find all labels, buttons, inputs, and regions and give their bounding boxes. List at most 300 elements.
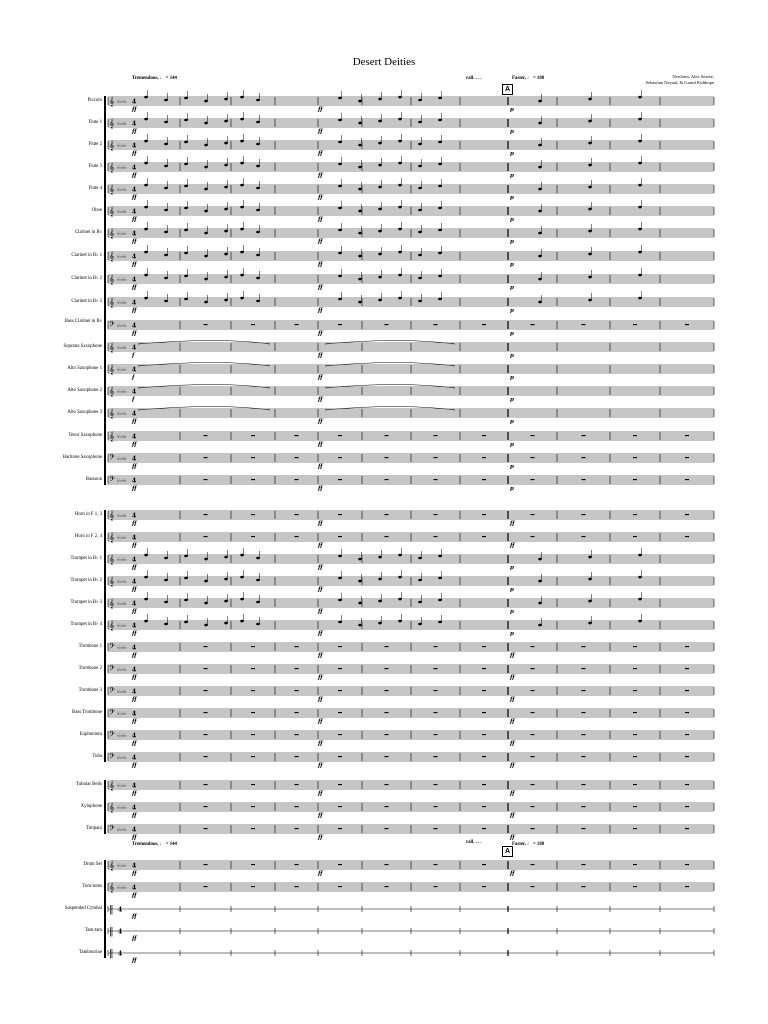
note-head (240, 206, 244, 209)
rest-mark (385, 668, 389, 669)
rest-mark (685, 712, 689, 713)
rest-mark (385, 435, 389, 436)
time-signature: 4 (132, 782, 137, 790)
dynamic-ff: ff (318, 397, 323, 403)
rest-mark (338, 784, 342, 785)
rest-mark (434, 864, 438, 865)
instrument-label: Horn in F 1, 3 (74, 512, 102, 517)
staff (108, 363, 714, 382)
rest-mark (295, 514, 299, 515)
clef-glyph: 𝄢 (109, 321, 115, 331)
note-head (164, 121, 168, 124)
note-head (358, 210, 362, 213)
rest-mark (385, 784, 389, 785)
instrument-label: Tam-tam (84, 928, 102, 933)
dynamic-p: p (510, 631, 514, 637)
note-head (184, 621, 188, 624)
note-head (538, 558, 542, 561)
note-head (438, 252, 442, 255)
note-head (240, 162, 244, 165)
rest-mark (582, 457, 586, 458)
note-head (538, 122, 542, 125)
note-head (164, 300, 168, 303)
note-head (338, 141, 342, 144)
rest-mark (582, 828, 586, 829)
instrument-label: Tuba (92, 754, 102, 759)
clef-glyph: 𝄞 (109, 387, 115, 397)
staff (108, 592, 714, 615)
rest-mark (251, 479, 255, 480)
dynamic-ff: ff (132, 486, 137, 492)
note-head (164, 165, 168, 168)
clef-glyph: 𝄢 (109, 731, 115, 741)
note-head (418, 187, 422, 190)
note-head (358, 188, 362, 191)
rest-mark (685, 536, 689, 537)
rest-mark (482, 479, 486, 480)
note-head (398, 206, 402, 209)
rest-mark (251, 784, 255, 785)
time-signature: 4 (132, 556, 137, 564)
rest-mark (685, 864, 689, 865)
rest-mark (338, 712, 342, 713)
rest-mark (204, 646, 208, 647)
note-head (358, 301, 362, 304)
key-signature: ♭♭♭♭ (117, 254, 127, 260)
rest-mark (251, 536, 255, 537)
dynamic-ff: ff (318, 217, 323, 223)
rest-mark (385, 864, 389, 865)
rall-mark: rall. . . . (466, 76, 482, 81)
rest-mark (385, 536, 389, 537)
instrument-label: Clarinet in B♭ 3 (71, 299, 102, 304)
note-head (184, 599, 188, 602)
dynamic-ff: ff (132, 195, 137, 201)
clef-glyph: 𝄞 (109, 298, 115, 308)
dynamic-ff: ff (132, 285, 137, 291)
rest-mark (633, 864, 637, 865)
rest-mark (633, 536, 637, 537)
dynamic-p: p (510, 486, 514, 492)
rest-mark (582, 784, 586, 785)
note-head (164, 623, 168, 626)
instrument-label: Clarinet in B♭ 2 (71, 276, 102, 281)
clef-glyph: 𝄢 (109, 476, 115, 486)
note-head (378, 186, 382, 189)
key-signature: ♭♭♭♭ (117, 345, 127, 351)
note-head (144, 274, 148, 277)
key-signature: ♭♭♭♭ (117, 99, 127, 105)
dynamic-ff: ff (132, 217, 137, 223)
dynamic-ff: ff (318, 173, 323, 179)
dynamic-ff: ff (132, 675, 137, 681)
time-signature: 4 (132, 578, 137, 586)
staff (108, 802, 714, 819)
dynamic-ff: ff (132, 609, 137, 615)
note-head (184, 207, 188, 210)
rest-mark (685, 806, 689, 807)
staff (108, 708, 714, 725)
instrument-label: Trumpet in B♭ 3 (70, 600, 102, 605)
rest-mark (482, 886, 486, 887)
rest-mark (531, 806, 535, 807)
dynamic-ff: ff (318, 763, 323, 769)
rest-mark (251, 324, 255, 325)
rest-mark (385, 324, 389, 325)
note-head (164, 601, 168, 604)
dynamic-ff: ff (318, 308, 323, 314)
key-signature: ♭♭♭♭ (117, 885, 127, 891)
dynamic-p: p (510, 107, 514, 113)
note-head (240, 140, 244, 143)
rest-mark (685, 435, 689, 436)
clef-glyph: 𝄞 (109, 163, 115, 173)
note-head (438, 298, 442, 301)
instrument-label: Xylophone (80, 804, 102, 809)
note-head (588, 556, 592, 559)
staff (108, 178, 714, 201)
dynamic-ff: ff (132, 653, 137, 659)
note-head (538, 210, 542, 213)
note-head (184, 163, 188, 166)
rest-mark (204, 712, 208, 713)
instrument-label: Bass Clarinet in B♭ (64, 319, 102, 324)
note-head (204, 580, 208, 583)
instrument-label: Flute 3 (88, 164, 102, 169)
key-signature: ♭♭♭♭ (117, 367, 127, 373)
dynamic-ff: ff (132, 763, 137, 769)
note-head (398, 96, 402, 99)
note-head (224, 164, 228, 167)
note-head (224, 600, 228, 603)
note-head (240, 251, 244, 254)
tempo-mark-opening: Tremendous, ♩ = 144 (132, 76, 177, 81)
key-signature: ♭♭♭♭ (117, 579, 127, 585)
note-head (398, 620, 402, 623)
clef-glyph: 𝄞 (109, 555, 115, 565)
key-signature: ♭♭♭♭ (117, 805, 127, 811)
clef-glyph: 𝄞 (109, 781, 115, 791)
rest-mark (295, 435, 299, 436)
credits-line-1: NeoJonn, Alex Searse, (672, 74, 714, 79)
rest-mark (338, 479, 342, 480)
clef-glyph: 𝄢 (109, 709, 115, 719)
note-head (398, 297, 402, 300)
rest-mark (295, 668, 299, 669)
instrument-label: Horn in F 2, 4 (74, 534, 102, 539)
note-head (184, 97, 188, 100)
instrument-label: Clarinet in B♭ (74, 230, 102, 235)
note-head (144, 576, 148, 579)
rest-mark (204, 668, 208, 669)
note-head (638, 274, 642, 277)
note-head (418, 254, 422, 257)
time-signature: 4 (132, 276, 137, 284)
note-head (164, 277, 168, 280)
note-head (358, 580, 362, 583)
staff (108, 385, 714, 404)
staff (108, 548, 714, 571)
note-head (378, 98, 382, 101)
staff (108, 431, 714, 448)
rest-mark (434, 324, 438, 325)
note-head (378, 208, 382, 211)
note-head (638, 118, 642, 121)
rest-mark (685, 828, 689, 829)
rest-mark (482, 514, 486, 515)
note-head (538, 624, 542, 627)
note-head (588, 578, 592, 581)
key-signature: ♭♭♭♭ (117, 557, 127, 563)
rest-mark (338, 828, 342, 829)
rest-mark (531, 756, 535, 757)
rest-mark (204, 435, 208, 436)
note-head (144, 251, 148, 254)
dynamic-ff: ff (318, 129, 323, 135)
dynamic-p: ff (510, 763, 515, 769)
instrument-label: Flute 1 (88, 120, 102, 125)
key-signature: ♭♭♭♭ (117, 827, 127, 833)
rest-mark (582, 712, 586, 713)
rest-mark (295, 690, 299, 691)
note-head (338, 119, 342, 122)
note-head (204, 255, 208, 258)
note-head (378, 578, 382, 581)
clef-glyph: 𝄢 (109, 753, 115, 763)
rest-mark (295, 828, 299, 829)
instrument-label: Flute 2 (88, 142, 102, 147)
note-head (224, 230, 228, 233)
rest-mark (531, 435, 535, 436)
rest-mark (482, 536, 486, 537)
rest-mark (482, 756, 486, 757)
instrument-label: Trumpet in B♭ 1 (70, 556, 102, 561)
note-head (538, 602, 542, 605)
clef-glyph: 𝄞 (109, 343, 115, 353)
rest-mark (251, 734, 255, 735)
dynamic-ff: ff (132, 631, 137, 637)
rest-mark (385, 646, 389, 647)
dynamic-ff: ff (132, 151, 137, 157)
clef-glyph: ‖ (109, 949, 114, 959)
time-signature: 4 (132, 826, 137, 834)
rest-mark (434, 668, 438, 669)
time-signature: 4 (132, 804, 137, 812)
note-head (164, 99, 168, 102)
rest-mark (385, 712, 389, 713)
dynamic-p: p (510, 173, 514, 179)
key-signature: ♭♭♭♭ (117, 667, 127, 673)
staff (108, 532, 714, 549)
note-head (398, 598, 402, 601)
time-signature: 4 (132, 534, 137, 542)
note-head (224, 98, 228, 101)
credits-line-2: Sebastian Nayaal, & Grand Kidthope (645, 80, 714, 85)
rest-mark (295, 536, 299, 537)
rest-mark (685, 886, 689, 887)
note-head (538, 166, 542, 169)
staff (108, 320, 714, 337)
rest-mark (685, 479, 689, 480)
note-head (224, 622, 228, 625)
note-head (184, 185, 188, 188)
rest-mark (582, 435, 586, 436)
dynamic-ff: f (132, 397, 135, 403)
note-head (588, 120, 592, 123)
time-signature: 4 (132, 622, 137, 630)
clef-glyph: 𝄞 (109, 207, 115, 217)
rest-mark (582, 734, 586, 735)
rest-mark (295, 479, 299, 480)
note-head (240, 554, 244, 557)
note-head (204, 144, 208, 147)
note-head (358, 255, 362, 258)
rest-mark (633, 886, 637, 887)
rest-mark (251, 864, 255, 865)
note-head (538, 580, 542, 583)
note-head (204, 166, 208, 169)
rest-mark (531, 712, 535, 713)
rall-mark-perc: rall. . . . (466, 840, 482, 845)
staff (108, 90, 714, 113)
dynamic-ff: ff (318, 107, 323, 113)
rest-mark (204, 828, 208, 829)
clef-glyph: 𝄞 (109, 97, 115, 107)
note-head (144, 620, 148, 623)
instrument-label: Piccolo (87, 98, 102, 103)
instrument-label: Alto Saxophone 2 (67, 388, 102, 393)
note-head (184, 141, 188, 144)
dynamic-ff: ff (318, 835, 323, 841)
dynamic-ff: ff (318, 871, 323, 877)
dynamic-ff: ff (318, 565, 323, 571)
rest-mark (251, 886, 255, 887)
dynamic-p: p (510, 353, 514, 359)
rest-mark (633, 435, 637, 436)
note-head (538, 255, 542, 258)
clef-glyph: 𝄞 (109, 861, 115, 871)
note-head (378, 556, 382, 559)
key-signature: ♭♭♭♭ (117, 187, 127, 193)
rest-mark (251, 806, 255, 807)
note-head (256, 579, 260, 582)
dynamic-ff: ff (132, 129, 137, 135)
staff (108, 134, 714, 157)
note-head (418, 231, 422, 234)
note-head (438, 555, 442, 558)
instrument-label: Trombone 1 (78, 644, 102, 649)
rest-mark (434, 828, 438, 829)
dynamic-ff: ff (132, 521, 137, 527)
dynamic-ff: ff (318, 675, 323, 681)
rest-mark (633, 806, 637, 807)
dynamic-ff: ff (318, 419, 323, 425)
rest-mark (338, 435, 342, 436)
note-head (378, 276, 382, 279)
staff (108, 664, 714, 681)
dynamic-ff: ff (318, 791, 323, 797)
rest-mark (251, 828, 255, 829)
note-head (204, 188, 208, 191)
note-head (184, 275, 188, 278)
clef-glyph: ‖ (109, 905, 114, 915)
staff (108, 222, 714, 245)
note-head (398, 228, 402, 231)
note-head (358, 144, 362, 147)
key-signature: ♭♭♭♭ (117, 478, 127, 484)
note-head (638, 140, 642, 143)
rest-mark (338, 324, 342, 325)
rest-mark (482, 734, 486, 735)
note-head (144, 118, 148, 121)
dynamic-ff: ff (132, 741, 137, 747)
note-head (398, 251, 402, 254)
note-head (358, 166, 362, 169)
key-signature: ♭♭♭♭ (117, 783, 127, 789)
note-head (164, 143, 168, 146)
note-head (418, 300, 422, 303)
dynamic-ff: ff (318, 195, 323, 201)
note-head (398, 140, 402, 143)
note-head (256, 300, 260, 303)
dynamic-ff: ff (318, 719, 323, 725)
tempo-mark-faster: Faster, ♩ = 180 (512, 76, 545, 81)
rest-mark (482, 828, 486, 829)
time-signature: 4 (132, 253, 137, 261)
dynamic-ff: ff (132, 587, 137, 593)
dynamic-ff: ff (132, 331, 137, 337)
tempo-mark-opening-perc: Tremendous, ♩ = 144 (132, 842, 177, 847)
time-signature: 4 (132, 477, 137, 485)
rest-mark (531, 457, 535, 458)
rest-mark (434, 806, 438, 807)
rest-mark (685, 668, 689, 669)
staff (108, 949, 714, 964)
rest-mark (295, 784, 299, 785)
rest-mark (434, 646, 438, 647)
note-head (358, 278, 362, 281)
rest-mark (385, 886, 389, 887)
instrument-label: Tambourine (78, 950, 102, 955)
note-head (164, 557, 168, 560)
rest-mark (204, 806, 208, 807)
clef-glyph: 𝄞 (109, 119, 115, 129)
key-signature: ♭♭♭♭ (117, 121, 127, 127)
rest-mark (338, 756, 342, 757)
time-signature: 4 (118, 906, 123, 914)
dynamic-ff: ff (132, 543, 137, 549)
rest-mark (204, 690, 208, 691)
dynamic-p: p (510, 331, 514, 337)
key-signature: ♭♭♭♭ (117, 535, 127, 541)
time-signature: 4 (118, 928, 123, 936)
dynamic-p: ff (510, 791, 515, 797)
note-head (398, 118, 402, 121)
key-signature: ♭♭♭♭ (117, 277, 127, 283)
note-head (638, 206, 642, 209)
note-head (438, 119, 442, 122)
instrument-label: Trombone 2 (78, 666, 102, 671)
note-head (256, 143, 260, 146)
note-head (184, 119, 188, 122)
instrument-label: Soprano Saxophone (63, 344, 102, 349)
note-head (588, 164, 592, 167)
instrument-label: Timpani (85, 826, 102, 831)
note-head (256, 623, 260, 626)
instrument-label: Trumpet in B♭ 2 (70, 578, 102, 583)
clef-glyph: 𝄢 (109, 643, 115, 653)
note-head (398, 184, 402, 187)
